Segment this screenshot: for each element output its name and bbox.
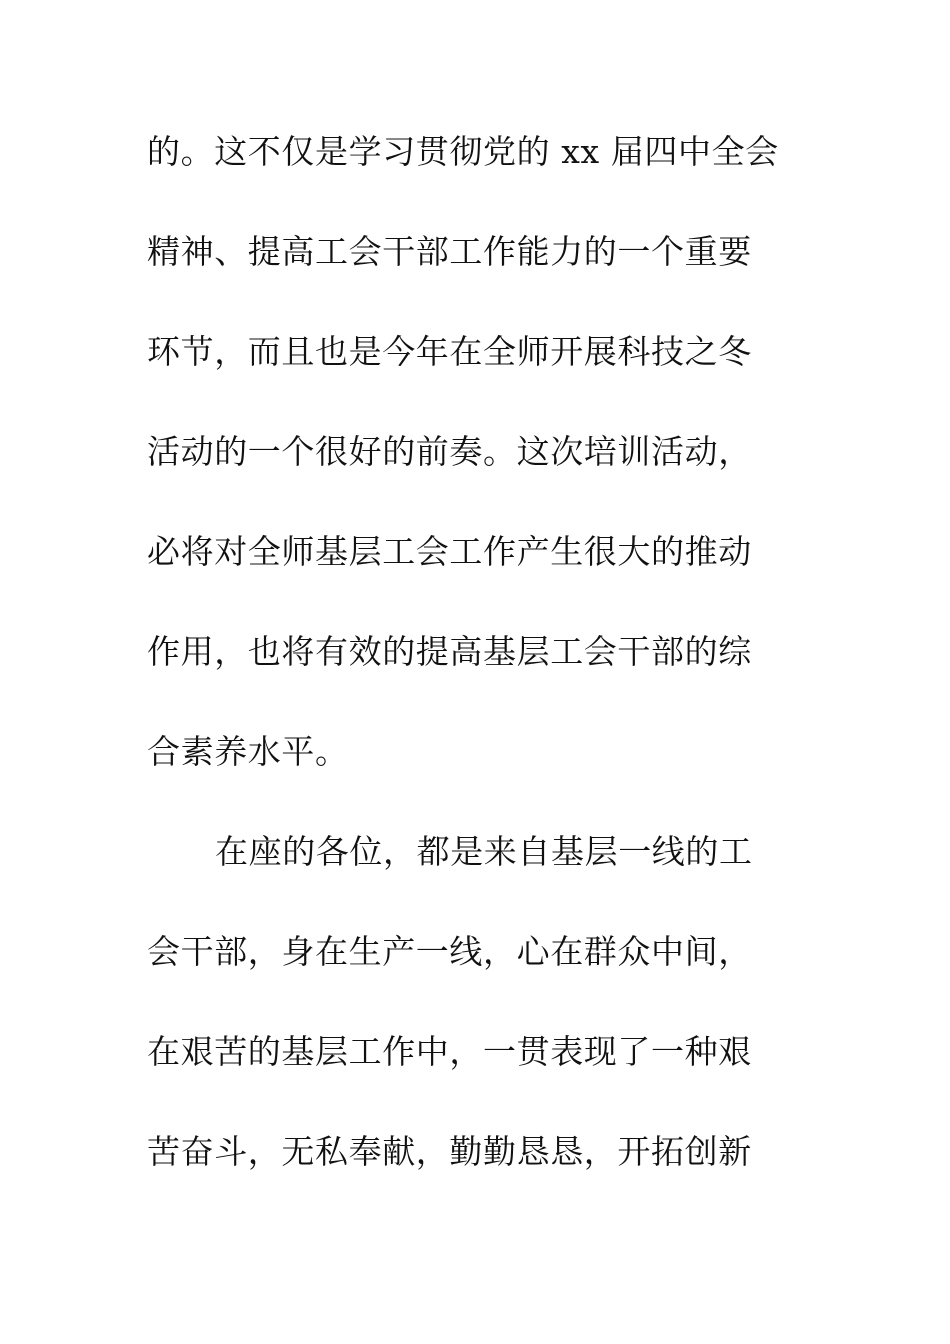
text-line: 在艰苦的基层工作中，一贯表现了一种艰 [147,1032,752,1071]
text-line: 合素养水平。 [147,732,349,771]
text-line: 的。这不仅是学习贯彻党的 xx 届四中全会 [147,132,779,171]
text-line: 作用，也将有效的提高基层工会干部的综 [147,632,752,671]
text-line-indented: 在座的各位，都是来自基层一线的工 [215,832,753,871]
text-line: 会干部，身在生产一线，心在群众中间， [147,932,752,971]
text-line: 环节，而且也是今年在全师开展科技之冬 [147,332,752,371]
text-line: 活动的一个很好的前奏。这次培训活动， [147,432,752,471]
text-line: 苦奋斗，无私奉献，勤勤恳恳，开拓创新 [147,1132,752,1171]
text-line: 精神、提高工会干部工作能力的一个重要 [147,232,752,271]
text-line: 必将对全师基层工会工作产生很大的推动 [147,532,752,571]
